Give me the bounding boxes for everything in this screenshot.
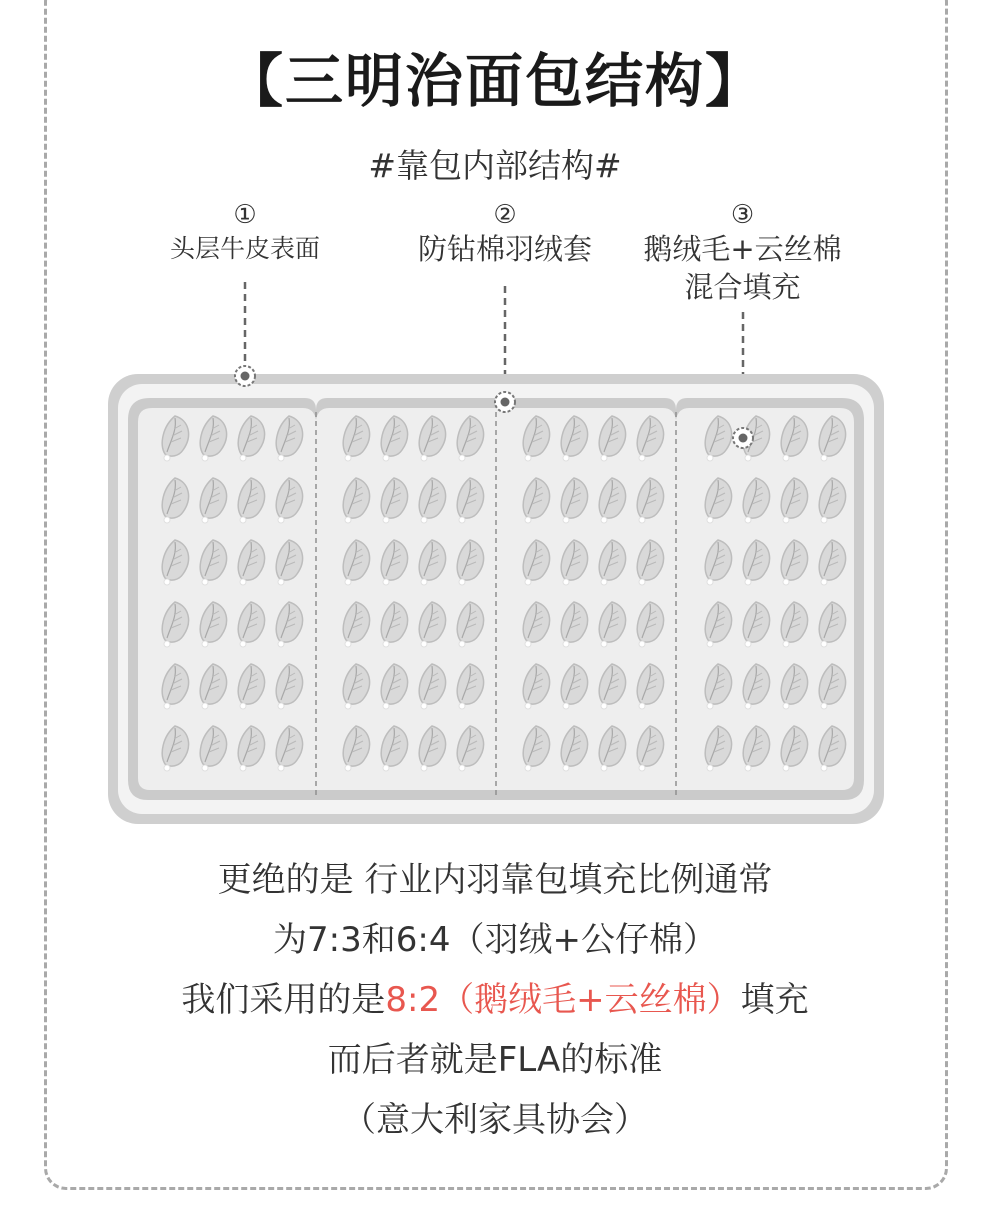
marker-dot-2 [495,392,515,412]
marker-dot-1 [235,366,255,386]
callout-label: 防钻棉羽绒套 [417,232,592,266]
marker-dot-3 [733,428,753,448]
text-suffix: 填充 [740,980,809,1020]
description-line: 更绝的是 行业内羽靠包填充比例通常 [217,860,773,900]
description-line: （意大利家具协会） [342,1100,648,1140]
section-subtitle: #靠包内部结构# [368,146,622,185]
callout-label: 头层牛皮表面 [169,234,320,263]
text-prefix: 我们采用的是 [181,980,386,1020]
callout-number: ③ [730,200,755,230]
description-text [0,850,990,1150]
description-line-highlight [0,970,990,1030]
callout-label: 鹅绒毛+云丝棉 [643,232,842,266]
callout-number: ② [493,200,517,230]
callout-label-line2: 混合填充 [684,270,801,304]
description-line: 而后者就是FLA的标准 [327,1040,663,1080]
callout-number: ① [233,200,257,230]
description-line: 为7:3和6:4（羽绒+公仔棉） [273,920,717,960]
page-title: 【三明治面包结构】 [224,47,765,115]
ratio-highlight: 8:2（鹅绒毛+云丝棉） [385,980,741,1020]
